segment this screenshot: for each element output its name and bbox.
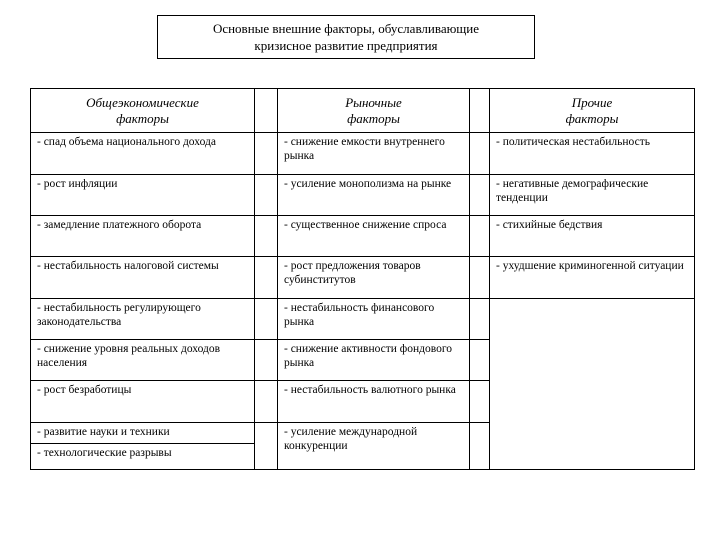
market-factor: - рост предложения товаров субинститутов	[278, 257, 470, 298]
market-factor: - снижение емкости внутреннего рынка	[278, 133, 470, 174]
other-empty-cell	[490, 298, 695, 469]
market-factor: - усиление международной конкуренции	[278, 422, 470, 469]
general-factor: - снижение уровня реальных доходов населения	[31, 339, 255, 380]
market-factor: - нестабильность финансового рынка	[278, 298, 470, 339]
diagram-title	[157, 15, 535, 59]
header-market: Рыночные факторы	[278, 89, 470, 133]
column-gap	[470, 89, 490, 133]
table-row	[31, 133, 695, 174]
header-other: Прочие факторы	[490, 89, 695, 133]
market-factor: - нестабильность валютного рынка	[278, 381, 470, 422]
factors-table	[30, 88, 695, 470]
table-row	[31, 257, 695, 298]
title-line-1: Основные внешние факторы, обуславливающие	[212, 21, 480, 36]
other-factor: - стихийные бедствия	[490, 215, 695, 256]
general-factor: - замедление платежного оборота	[31, 215, 255, 256]
title-line-2: кризисное развитие предприятия	[254, 38, 438, 53]
general-factor: - развитие науки и техники	[31, 422, 255, 443]
other-factor: - политическая нестабильность	[490, 133, 695, 174]
general-factor: - нестабильность налоговой системы	[31, 257, 255, 298]
market-factor: - существенное снижение спроса	[278, 215, 470, 256]
general-factor: - рост инфляции	[31, 174, 255, 215]
table-row	[31, 298, 695, 339]
market-factor: - усиление монополизма на рынке	[278, 174, 470, 215]
other-factor: - ухудшение криминогенной ситуации	[490, 257, 695, 298]
column-gap	[255, 89, 278, 133]
other-factor: - негативные демографические тенденции	[490, 174, 695, 215]
general-factor: - рост безработицы	[31, 381, 255, 422]
header-row	[31, 89, 695, 133]
header-general: Общеэкономические факторы	[31, 89, 255, 133]
general-factor: - технологические разрывы	[31, 443, 255, 469]
general-factor: - спад объема национального дохода	[31, 133, 255, 174]
market-factor: - снижение активности фондового рынка	[278, 339, 470, 380]
general-factor: - нестабильность регулирующего законодательства	[31, 298, 255, 339]
table-row	[31, 174, 695, 215]
table-row	[31, 215, 695, 256]
